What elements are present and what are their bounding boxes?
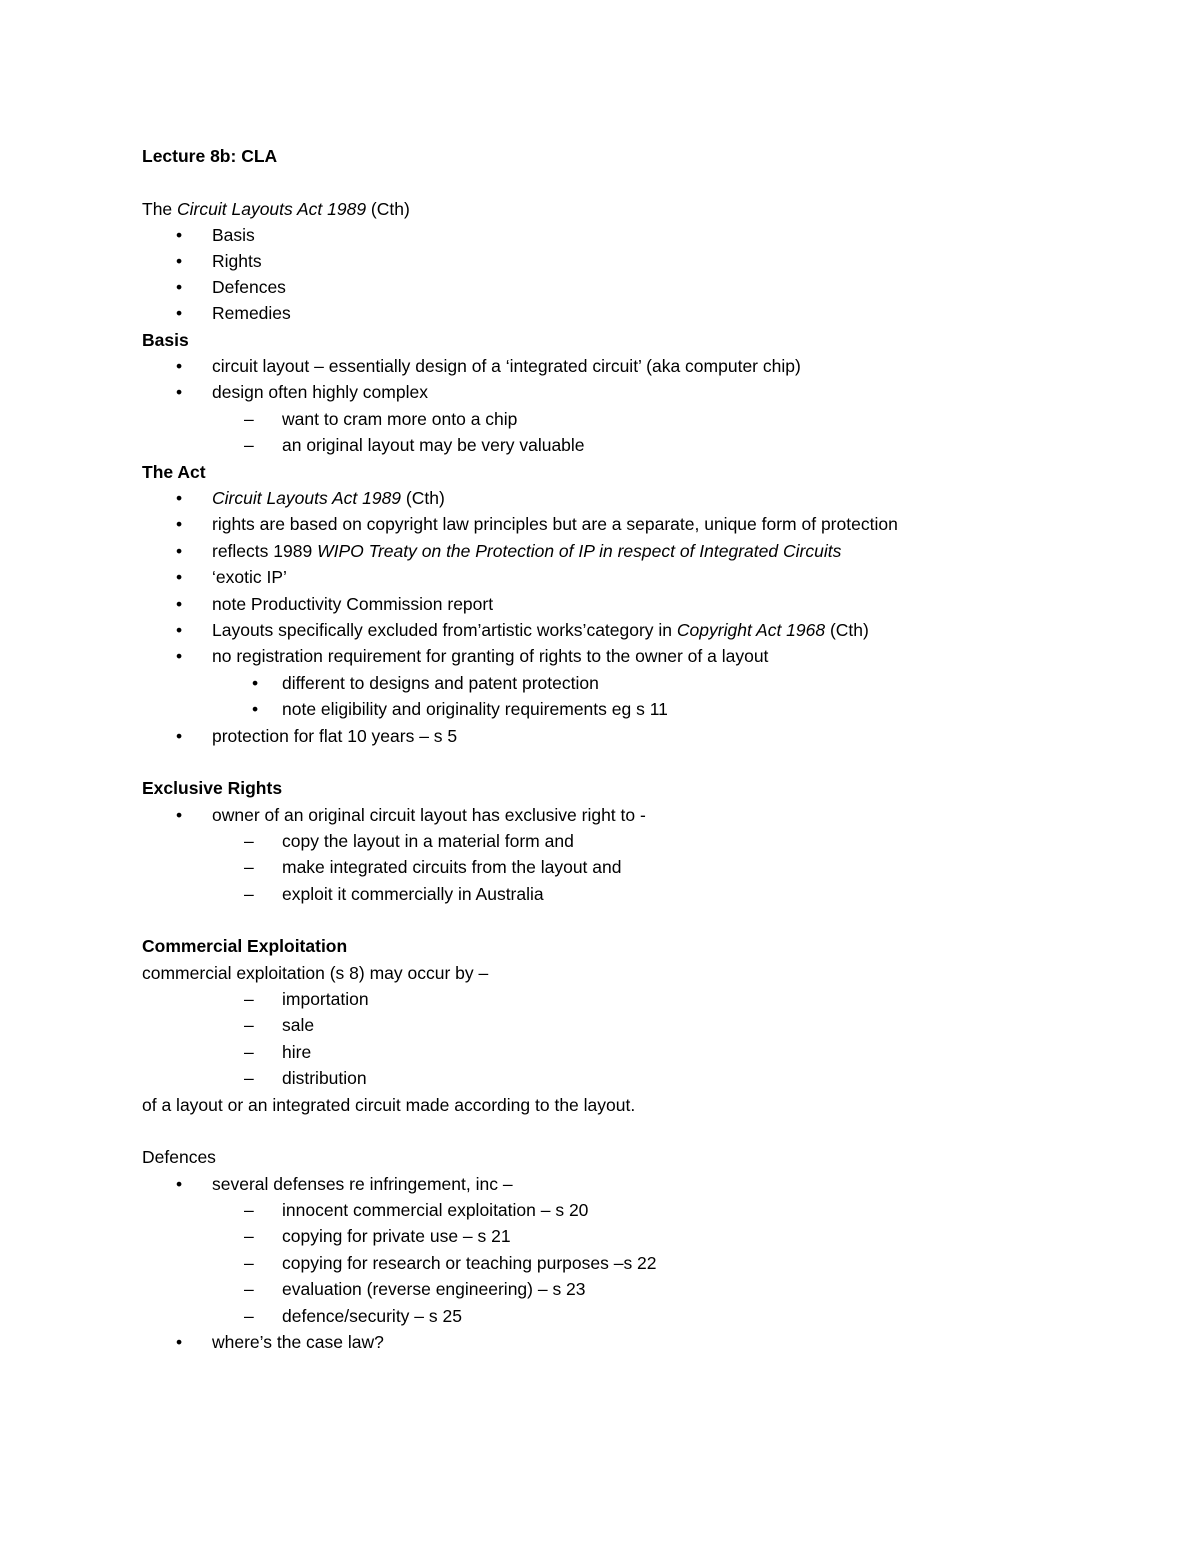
section-heading-commercial-exploitation: Commercial Exploitation xyxy=(142,936,348,956)
dash-marker: – xyxy=(244,831,254,851)
act-suffix: (Cth) xyxy=(401,488,445,508)
bullet-marker: • xyxy=(176,251,183,271)
section-heading-basis: Basis xyxy=(142,330,189,350)
act-sub-item: different to designs and patent protection xyxy=(282,673,599,693)
commercial-sub-item: importation xyxy=(282,989,369,1009)
bullet-marker: • xyxy=(176,303,183,323)
section-heading-defences: Defences xyxy=(142,1147,216,1167)
dash-marker: – xyxy=(244,1279,254,1299)
dash-marker: – xyxy=(244,1068,254,1088)
intro-line xyxy=(142,196,410,222)
bullet-marker: • xyxy=(176,646,183,666)
dash-marker: – xyxy=(244,857,254,877)
bullet-marker: • xyxy=(176,1174,183,1194)
bullet-marker: • xyxy=(176,594,183,614)
act-item: no registration requirement for granting of rights to the owner of a layout xyxy=(212,646,769,666)
bullet-marker: • xyxy=(252,699,259,719)
bullet-marker: • xyxy=(176,356,183,376)
defences-item: where’s the case law? xyxy=(212,1332,384,1352)
intro-item-remedies: Remedies xyxy=(212,303,291,323)
dash-marker: – xyxy=(244,435,254,455)
bullet-marker: • xyxy=(176,726,183,746)
commercial-sub-item: distribution xyxy=(282,1068,367,1088)
bullet-marker: • xyxy=(176,277,183,297)
act-item: protection for flat 10 years – s 5 xyxy=(212,726,458,746)
dash-marker: – xyxy=(244,989,254,1009)
act-item-prefix: reflects 1989 xyxy=(212,541,318,561)
bullet-marker: • xyxy=(176,805,183,825)
bullet-marker: • xyxy=(176,620,183,640)
exclusive-sub-item: make integrated circuits from the layout and xyxy=(282,857,622,877)
basis-item: circuit layout – essentially design of a ‘integrated circuit’ (aka computer chip) xyxy=(212,356,801,376)
bullet-marker: • xyxy=(176,514,183,534)
bullet-marker: • xyxy=(176,225,183,245)
bullet-marker: • xyxy=(176,382,183,402)
exclusive-item: owner of an original circuit layout has exclusive right to - xyxy=(212,805,646,825)
act-item: note Productivity Commission report xyxy=(212,594,494,614)
dash-marker: – xyxy=(244,1015,254,1035)
intro-item-rights: Rights xyxy=(212,251,262,271)
section-heading-exclusive-rights: Exclusive Rights xyxy=(142,778,283,798)
commercial-intro: commercial exploitation (s 8) may occur by – xyxy=(142,963,489,983)
commercial-sub-item: sale xyxy=(282,1015,315,1035)
defences-sub-item: innocent commercial exploitation – s 20 xyxy=(282,1200,589,1220)
intro-suffix: (Cth) xyxy=(366,199,410,219)
bullet-marker: • xyxy=(252,673,259,693)
dash-marker: – xyxy=(244,1200,254,1220)
wipo-treaty-title: WIPO Treaty on the Protection of IP in respect of Integrated Circuits xyxy=(317,541,842,561)
dash-marker: – xyxy=(244,1306,254,1326)
act-item-prefix: Layouts specifically excluded from’artistic works’category in xyxy=(212,620,677,640)
exclusive-sub-item: copy the layout in a material form and xyxy=(282,831,574,851)
section-heading-the-act: The Act xyxy=(142,462,206,482)
act-sub-item: note eligibility and originality requirements eg s 11 xyxy=(282,699,668,719)
bullet-marker: • xyxy=(176,488,183,508)
document-title: Lecture 8b: CLA xyxy=(142,146,278,166)
intro-act-title: Circuit Layouts Act 1989 xyxy=(177,199,367,219)
basis-sub-item: want to cram more onto a chip xyxy=(282,409,518,429)
bullet-marker: • xyxy=(176,541,183,561)
exclusive-sub-item: exploit it commercially in Australia xyxy=(282,884,544,904)
defences-item: several defenses re infringement, inc – xyxy=(212,1174,513,1194)
dash-marker: – xyxy=(244,409,254,429)
act-item: ‘exotic IP’ xyxy=(212,567,287,587)
commercial-closing: of a layout or an integrated circuit made according to the layout. xyxy=(142,1095,636,1115)
dash-marker: – xyxy=(244,1042,254,1062)
basis-sub-item: an original layout may be very valuable xyxy=(282,435,585,455)
dash-marker: – xyxy=(244,1226,254,1246)
intro-item-basis: Basis xyxy=(212,225,255,245)
defences-sub-item: defence/security – s 25 xyxy=(282,1306,462,1326)
act-title: Circuit Layouts Act 1989 xyxy=(212,488,402,508)
dash-marker: – xyxy=(244,884,254,904)
commercial-sub-item: hire xyxy=(282,1042,312,1062)
defences-sub-item: copying for private use – s 21 xyxy=(282,1226,511,1246)
intro-item-defences: Defences xyxy=(212,277,286,297)
intro-prefix: The xyxy=(142,199,178,219)
basis-item: design often highly complex xyxy=(212,382,428,402)
copyright-act-title: Copyright Act 1968 xyxy=(676,620,826,640)
defences-sub-item: copying for research or teaching purposes –s 22 xyxy=(282,1253,657,1273)
act-item: rights are based on copyright law principles but are a separate, unique form of protection xyxy=(212,514,898,534)
bullet-marker: • xyxy=(176,567,183,587)
defences-sub-item: evaluation (reverse engineering) – s 23 xyxy=(282,1279,586,1299)
act-item-suffix: (Cth) xyxy=(825,620,869,640)
bullet-marker: • xyxy=(176,1332,183,1352)
dash-marker: – xyxy=(244,1253,254,1273)
